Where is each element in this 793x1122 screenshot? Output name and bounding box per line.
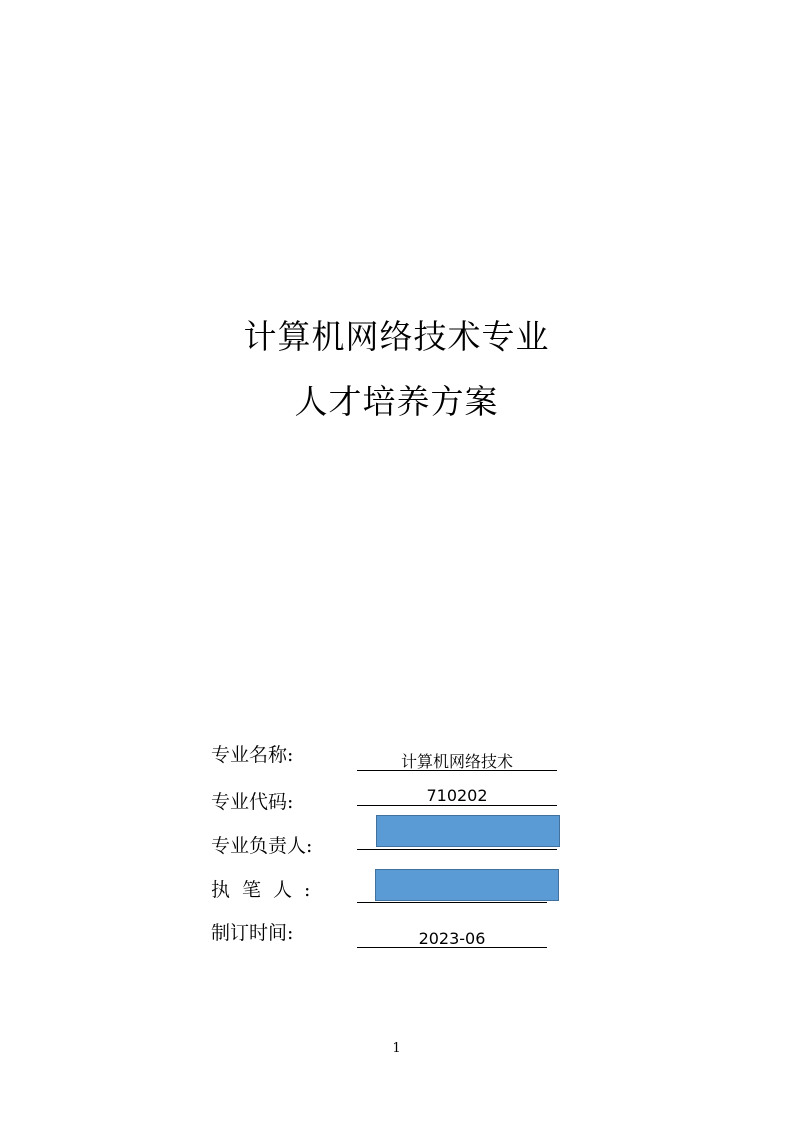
writer-label: 执笔人: bbox=[211, 879, 323, 901]
document-title-line-1: 计算机网络技术专业 bbox=[243, 317, 550, 356]
major-name-underline bbox=[357, 770, 557, 771]
major-code-value: 710202 bbox=[426, 786, 488, 805]
major-name-label: 专业名称: bbox=[211, 744, 294, 766]
person-in-charge-underline bbox=[357, 849, 557, 850]
revision-date-label: 制订时间: bbox=[211, 922, 294, 944]
writer-underline bbox=[357, 902, 547, 903]
page-number: 1 bbox=[392, 1041, 401, 1056]
major-name-value: 计算机网络技术 bbox=[400, 752, 513, 771]
major-code-underline bbox=[357, 805, 557, 806]
document-title-line-2: 人才培养方案 bbox=[294, 382, 499, 421]
revision-date-value: 2023-06 bbox=[418, 929, 486, 948]
writer-redaction bbox=[375, 869, 559, 901]
person-in-charge-redaction bbox=[376, 815, 560, 847]
person-in-charge-label: 专业负责人: bbox=[211, 835, 313, 857]
major-code-label: 专业代码: bbox=[211, 791, 294, 813]
revision-date-underline bbox=[357, 947, 547, 948]
